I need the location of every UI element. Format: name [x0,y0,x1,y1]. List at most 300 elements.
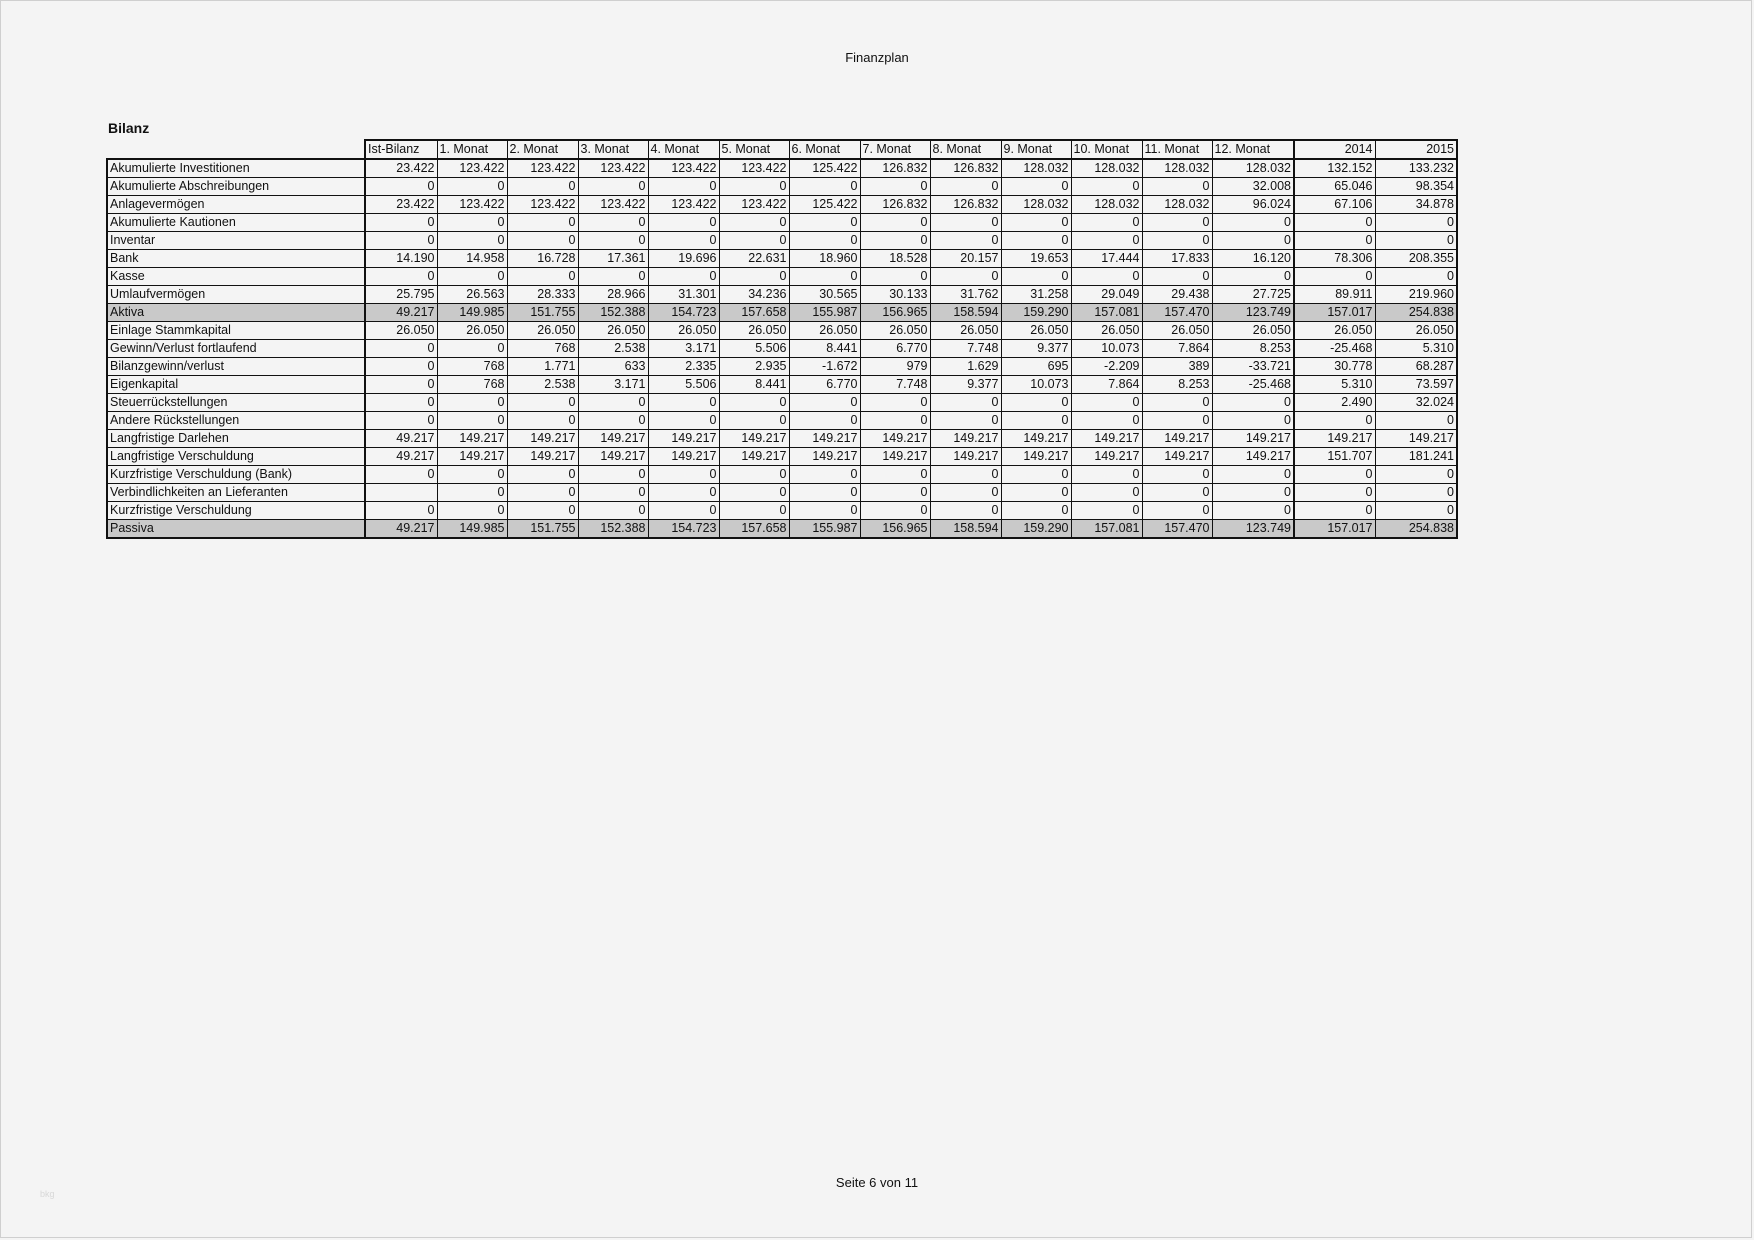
table-cell: 0 [507,412,578,430]
table-cell: 0 [365,394,437,412]
column-header: 11. Monat [1142,140,1212,159]
table-cell: 0 [719,232,789,250]
table-cell: 128.032 [1001,196,1071,214]
table-cell: 0 [437,466,507,484]
table-cell: 32.024 [1375,394,1457,412]
column-header: Ist-Bilanz [365,140,437,159]
table-cell: 0 [789,484,860,502]
table-cell: 126.832 [860,159,930,178]
table-cell: 0 [930,484,1001,502]
table-cell: 49.217 [365,520,437,539]
table-cell: 14.958 [437,250,507,268]
table-cell: 0 [578,178,648,196]
table-cell: 0 [365,232,437,250]
column-header: 5. Monat [719,140,789,159]
table-cell: 128.032 [1001,159,1071,178]
table-cell: 65.046 [1294,178,1375,196]
table-cell: 0 [578,394,648,412]
table-cell: 26.050 [507,322,578,340]
table-cell: 158.594 [930,304,1001,322]
table-cell: 0 [719,412,789,430]
table-cell: 1.771 [507,358,578,376]
column-header: 2014 [1294,140,1375,159]
table-cell: 98.354 [1375,178,1457,196]
row-label: Langfristige Verschuldung [107,448,365,466]
table-cell: 154.723 [648,304,719,322]
row-label: Kurzfristige Verschuldung (Bank) [107,466,365,484]
table-cell: 149.985 [437,520,507,539]
watermark: bkg [40,1189,55,1199]
table-cell: 149.217 [1212,448,1294,466]
table-cell: 28.333 [507,286,578,304]
table-cell: 159.290 [1001,520,1071,539]
table-cell: 0 [789,466,860,484]
table-cell: 157.658 [719,304,789,322]
table-cell: 156.965 [860,304,930,322]
table-cell: 18.528 [860,250,930,268]
table-cell: 0 [789,268,860,286]
table-row [107,340,1457,358]
table-cell: 0 [789,178,860,196]
column-header: 2. Monat [507,140,578,159]
table-cell: 0 [930,394,1001,412]
table-cell: 0 [1294,214,1375,232]
column-header: 6. Monat [789,140,860,159]
table-cell: 49.217 [365,448,437,466]
table-row [107,466,1457,484]
table-cell: 0 [719,178,789,196]
table-cell: 0 [930,232,1001,250]
table-cell: 254.838 [1375,304,1457,322]
table-cell: 0 [789,394,860,412]
table-row [107,286,1457,304]
table-cell: 0 [648,178,719,196]
table-cell: 17.361 [578,250,648,268]
table-cell: 0 [1071,268,1142,286]
column-header: 12. Monat [1212,140,1294,159]
bilanz-table [106,139,1458,539]
row-label: Akumulierte Investitionen [107,159,365,178]
table-cell: 26.050 [930,322,1001,340]
table-cell: 0 [365,340,437,358]
table-cell: 0 [1001,412,1071,430]
table-cell: 5.310 [1375,340,1457,358]
table-cell: 0 [1375,484,1457,502]
table-cell: 16.728 [507,250,578,268]
table-cell: 149.217 [507,448,578,466]
table-cell: 123.749 [1212,520,1294,539]
table-cell: 2.490 [1294,394,1375,412]
table-cell: 149.217 [860,448,930,466]
table-row [107,430,1457,448]
table-cell: 26.050 [365,322,437,340]
table-cell: 157.658 [719,520,789,539]
table-cell: 768 [437,376,507,394]
table-cell: 0 [789,412,860,430]
table-cell: 0 [860,484,930,502]
table-cell: 0 [1212,484,1294,502]
table-cell: 0 [437,268,507,286]
table-cell: 1.629 [930,358,1001,376]
table-cell: 0 [1375,502,1457,520]
table-cell: 49.217 [365,430,437,448]
table-cell: 73.597 [1375,376,1457,394]
table-cell: 0 [1142,268,1212,286]
table-cell: 0 [1212,232,1294,250]
table-cell: 6.770 [860,340,930,358]
table-cell: 0 [1001,466,1071,484]
table-cell: 0 [1071,412,1142,430]
table-cell: 0 [507,394,578,412]
table-cell: 0 [1142,394,1212,412]
table-cell [365,484,437,502]
table-cell: 10.073 [1071,340,1142,358]
table-cell: 149.217 [507,430,578,448]
table-cell: 0 [1212,466,1294,484]
table-cell: 89.911 [1294,286,1375,304]
table-cell: 149.217 [648,430,719,448]
table-cell: 389 [1142,358,1212,376]
table-row [107,448,1457,466]
table-cell: 0 [437,340,507,358]
table-cell: 0 [719,466,789,484]
table-cell: 0 [860,232,930,250]
header-corner [107,140,365,159]
table-cell: 0 [719,484,789,502]
table-cell: 5.310 [1294,376,1375,394]
table-cell: 0 [1071,466,1142,484]
table-cell: 0 [860,502,930,520]
table-cell: 151.755 [507,520,578,539]
table-cell: 128.032 [1071,196,1142,214]
table-cell: 149.217 [789,448,860,466]
table-cell: 0 [860,178,930,196]
table-cell: 123.422 [648,159,719,178]
table-cell: 0 [930,178,1001,196]
row-label: Verbindlichkeiten an Lieferanten [107,484,365,502]
column-header: 2015 [1375,140,1457,159]
table-cell: 0 [507,502,578,520]
table-cell: 149.217 [648,448,719,466]
table-cell: 3.171 [648,340,719,358]
table-cell: 128.032 [1071,159,1142,178]
table-cell: 0 [648,466,719,484]
table-cell: 0 [648,502,719,520]
table-cell: 31.762 [930,286,1001,304]
table-row [107,484,1457,502]
table-cell: 0 [1375,232,1457,250]
table-cell: 0 [507,232,578,250]
table-cell: 0 [1071,394,1142,412]
table-cell: 0 [437,214,507,232]
row-label: Kasse [107,268,365,286]
table-cell: 126.832 [930,159,1001,178]
table-cell: 123.749 [1212,304,1294,322]
column-header: 3. Monat [578,140,648,159]
table-cell: 157.470 [1142,520,1212,539]
row-label: Bank [107,250,365,268]
table-cell: 0 [365,412,437,430]
row-label: Langfristige Darlehen [107,430,365,448]
table-row [107,196,1457,214]
table-cell: 0 [1375,466,1457,484]
table-cell: 133.232 [1375,159,1457,178]
table-cell: 26.050 [860,322,930,340]
table-cell: 149.217 [719,448,789,466]
table-row [107,394,1457,412]
table-cell: 149.217 [1212,430,1294,448]
table-cell: 9.377 [1001,340,1071,358]
table-cell: 157.081 [1071,304,1142,322]
table-cell: 0 [1001,178,1071,196]
table-cell: 979 [860,358,930,376]
table-cell: 5.506 [719,340,789,358]
table-cell: 149.217 [1001,448,1071,466]
table-cell: 0 [1142,178,1212,196]
table-cell: 0 [578,232,648,250]
table-cell: 0 [1212,394,1294,412]
table-cell: 0 [648,394,719,412]
table-cell: 0 [1142,232,1212,250]
table-cell: 149.217 [719,430,789,448]
table-cell: 26.563 [437,286,507,304]
table-cell: 0 [1142,502,1212,520]
table-cell: 768 [507,340,578,358]
table-cell: 29.438 [1142,286,1212,304]
table-cell: 0 [578,268,648,286]
table-cell: 0 [365,466,437,484]
table-cell: 26.050 [437,322,507,340]
column-header: 1. Monat [437,140,507,159]
table-cell: 0 [507,466,578,484]
table-cell: 0 [1001,502,1071,520]
table-cell: 128.032 [1142,196,1212,214]
table-cell: 0 [719,394,789,412]
table-cell: 0 [1375,268,1457,286]
table-cell: 0 [1001,268,1071,286]
table-cell: 154.723 [648,520,719,539]
table-cell: 0 [1294,484,1375,502]
table-cell: 30.565 [789,286,860,304]
table-cell: 26.050 [648,322,719,340]
table-cell: 0 [930,412,1001,430]
table-cell: 2.538 [578,340,648,358]
table-row [107,304,1457,322]
table-cell: 157.017 [1294,520,1375,539]
table-cell: 123.422 [437,159,507,178]
table-cell: 0 [1142,466,1212,484]
table-cell: 17.833 [1142,250,1212,268]
table-cell: 0 [1375,214,1457,232]
table-cell: 0 [437,412,507,430]
table-cell: 125.422 [789,196,860,214]
table-row [107,376,1457,394]
table-cell: 126.832 [930,196,1001,214]
table-cell: 0 [1212,502,1294,520]
table-cell: -2.209 [1071,358,1142,376]
table-cell: 123.422 [719,196,789,214]
table-cell: 156.965 [860,520,930,539]
table-cell: 18.960 [789,250,860,268]
page-footer: Seite 6 von 11 [835,1175,919,1190]
column-header: 10. Monat [1071,140,1142,159]
table-cell: 0 [789,214,860,232]
table-cell: 123.422 [578,159,648,178]
table-cell: 31.301 [648,286,719,304]
table-cell: 0 [1001,232,1071,250]
table-cell: 8.441 [719,376,789,394]
table-cell: 78.306 [1294,250,1375,268]
table-cell: 0 [437,394,507,412]
table-cell: 155.987 [789,520,860,539]
table-cell: 2.935 [719,358,789,376]
table-cell: 0 [1212,268,1294,286]
table-cell: 123.422 [648,196,719,214]
table-cell: 149.217 [789,430,860,448]
table-cell: -25.468 [1294,340,1375,358]
table-cell: 123.422 [719,159,789,178]
table-row [107,250,1457,268]
table-cell: 123.422 [507,159,578,178]
table-cell: 16.120 [1212,250,1294,268]
table-cell: 6.770 [789,376,860,394]
table-cell: 0 [437,178,507,196]
table-row [107,520,1457,539]
table-cell: 0 [437,232,507,250]
table-cell: 123.422 [437,196,507,214]
table-cell: 149.217 [930,430,1001,448]
table-cell: 0 [930,268,1001,286]
row-label: Steuerrückstellungen [107,394,365,412]
row-label: Eigenkapital [107,376,365,394]
section-title: Bilanz [108,120,150,136]
table-cell: 0 [365,214,437,232]
table-cell: 0 [860,214,930,232]
table-cell: 0 [860,466,930,484]
table-cell: 0 [1071,502,1142,520]
table-cell: 0 [1294,466,1375,484]
table-cell: 8.253 [1142,376,1212,394]
table-cell: 0 [648,484,719,502]
table-cell: 26.050 [1001,322,1071,340]
table-cell: 26.050 [789,322,860,340]
table-cell: 0 [648,232,719,250]
table-cell: 149.217 [578,448,648,466]
table-cell: 0 [578,484,648,502]
table-cell: 28.966 [578,286,648,304]
table-cell: 0 [719,214,789,232]
table-cell: 0 [789,232,860,250]
table-cell: 123.422 [578,196,648,214]
table-cell: 0 [648,412,719,430]
table-cell: 0 [1001,394,1071,412]
table-cell: 157.470 [1142,304,1212,322]
row-label: Inventar [107,232,365,250]
table-cell: 123.422 [507,196,578,214]
table-cell: 27.725 [1212,286,1294,304]
table-cell: 0 [719,502,789,520]
table-row [107,214,1457,232]
table-cell: 0 [507,268,578,286]
table-cell: 219.960 [1375,286,1457,304]
table-row [107,268,1457,286]
row-label: Einlage Stammkapital [107,322,365,340]
table-cell: 96.024 [1212,196,1294,214]
table-cell: 181.241 [1375,448,1457,466]
table-cell: 151.755 [507,304,578,322]
table-row [107,232,1457,250]
table-cell: 126.832 [860,196,930,214]
row-label: Akumulierte Kautionen [107,214,365,232]
table-cell: 32.008 [1212,178,1294,196]
table-row [107,178,1457,196]
table-cell: 0 [578,412,648,430]
table-cell: 149.217 [1071,430,1142,448]
table-cell: 0 [365,268,437,286]
table-cell: 0 [437,502,507,520]
table-cell: 695 [1001,358,1071,376]
table-cell: 20.157 [930,250,1001,268]
table-cell: 0 [1375,412,1457,430]
table-cell: 159.290 [1001,304,1071,322]
table-cell: 149.217 [1375,430,1457,448]
table-cell: 254.838 [1375,520,1457,539]
table-cell: 0 [365,502,437,520]
table-cell: 149.217 [578,430,648,448]
row-label: Anlagevermögen [107,196,365,214]
table-cell: 149.217 [437,430,507,448]
table-cell: 7.748 [860,376,930,394]
row-label: Akumulierte Abschreibungen [107,178,365,196]
table-row [107,322,1457,340]
table-cell: 157.081 [1071,520,1142,539]
table-cell: 0 [930,502,1001,520]
table-cell: 0 [1212,412,1294,430]
table-cell: 26.050 [1294,322,1375,340]
table-cell: 0 [860,394,930,412]
table-cell: 155.987 [789,304,860,322]
table-row [107,412,1457,430]
row-label: Kurzfristige Verschuldung [107,502,365,520]
table-cell: 19.696 [648,250,719,268]
table-cell: 26.050 [1142,322,1212,340]
table-row [107,502,1457,520]
table-cell: 128.032 [1212,159,1294,178]
table-cell: 0 [1212,214,1294,232]
table-cell: 0 [1071,214,1142,232]
table-cell: 0 [1294,412,1375,430]
table-cell: 0 [578,466,648,484]
table-cell: 152.388 [578,304,648,322]
table-cell: 26.050 [1071,322,1142,340]
table-cell: 149.217 [1142,430,1212,448]
table-cell: 0 [1294,232,1375,250]
table-cell: 158.594 [930,520,1001,539]
page-header: Finanzplan [845,50,909,65]
table-cell: 26.050 [1212,322,1294,340]
table-cell: 34.236 [719,286,789,304]
column-header: 7. Monat [860,140,930,159]
table-cell: 149.217 [930,448,1001,466]
table-cell: 0 [860,268,930,286]
table-cell: 0 [578,502,648,520]
column-header: 9. Monat [1001,140,1071,159]
table-cell: 23.422 [365,159,437,178]
table-cell: 0 [648,268,719,286]
row-label: Gewinn/Verlust fortlaufend [107,340,365,358]
table-cell: 0 [1001,484,1071,502]
table-cell: 0 [1142,484,1212,502]
